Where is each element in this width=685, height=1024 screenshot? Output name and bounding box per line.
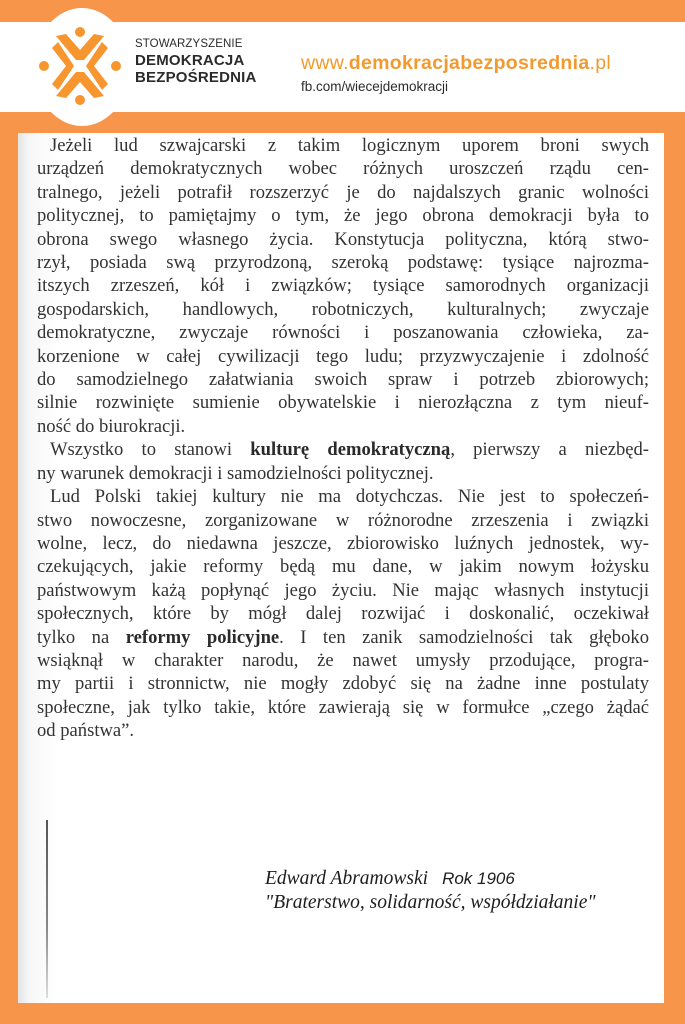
text-line: wolne, lecz, do niedawna jeszcze, zbiorowisko luźnych jednostek, wy-: [37, 532, 649, 554]
org-name-line3: BEZPOŚREDNIA: [135, 69, 257, 87]
facebook-link[interactable]: fb.com/wiecejdemokracji: [301, 79, 449, 94]
website-link[interactable]: [301, 52, 611, 75]
website-tld: .pl: [589, 52, 611, 74]
text-line: Jeżeli lud szwajcarski z takim logicznym uporem broni swych: [50, 135, 649, 156]
text-line: gospodarskich, handlowych, robotniczych, kulturalnych; zwyczaje: [37, 298, 649, 320]
bold-phrase-democratic-culture: kulturę demokratyczną: [250, 439, 451, 461]
book-title: "Braterstwo, solidarność, współdziałanie": [265, 892, 596, 913]
text-line: politycznej, to pamiętajmy o tym, że jego obrona demokracji była to: [37, 205, 649, 227]
website-prefix: www.: [301, 52, 349, 74]
paragraph-2: [37, 438, 649, 485]
logo-head-bottom: [75, 95, 85, 105]
text-line: społeczne, jak tylko takie, które zawierają się w formułce „czego żądać: [37, 696, 649, 718]
signature-block: [265, 867, 596, 915]
text-line: społecznych, które by mógł dalej rozwijać i doskonalić, oczekiwał: [37, 603, 649, 625]
text-line: my partii i stronnictw, nie mogły zdobyć się na żadne inne postulaty: [37, 673, 649, 695]
text-span: tylko na: [37, 626, 126, 648]
org-name-line2: DEMOKRACJA: [135, 51, 245, 69]
text-line: czekujących, jakie reformy będą mu dane, w jakim nowym łożysku: [37, 556, 649, 578]
text-line: stwo nowoczesne, zorganizowane w różnorodne zrzeszenia i związki: [37, 509, 649, 531]
text-line: [37, 438, 649, 461]
text-line: państwowym każą popłynąć jego życiu. Nie mając własnych instytucji: [37, 579, 649, 601]
paragraph-3: [37, 485, 649, 742]
text-span: Wszystko to stanowi: [50, 439, 251, 461]
logo-head-left: [39, 61, 49, 71]
text-line: korzenione w całej cywilizacji tego ludu; przyzwyczajenie i zdolność: [37, 345, 649, 367]
bold-phrase-police-reforms: reformy policyjne: [125, 626, 280, 648]
text-line: silnie rozwinięte sumienie obywatelskie i nierozłączna z tym nieuf-: [37, 392, 649, 414]
text-line: Lud Polski takiej kultury nie ma dotychczas. Nie jest to społeczeń-: [50, 486, 649, 508]
text-line: tralnego, jeżeli potrafił rozszerzyć je do najdalszych granic wolności: [37, 181, 649, 203]
text-line: ny warunek demokracji i samodzielności politycznej.: [37, 462, 434, 484]
quote-text: [37, 134, 649, 743]
text-line: rzył, posiada swą przyrodzoną, szeroką podstawę: tysiące najrozma-: [37, 252, 649, 274]
text-line: demokratyczne, zwyczaje równości i poszanowania człowieka, za-: [37, 322, 649, 344]
author-line: [265, 867, 596, 891]
text-line: itszych zrzeszeń, kół i związków; tysiące samorodnych organizacji: [37, 275, 649, 297]
text-line: ność do biurokracji.: [37, 415, 186, 437]
text-line: urządzeń demokratycznych wobec różnych uroszczeń rządu cen-: [37, 158, 649, 180]
paragraph-1: [37, 134, 649, 438]
author-name: Edward Abramowski: [265, 868, 429, 889]
text-span: . I ten zanik samodzielności tak głęboko: [279, 626, 649, 648]
text-line: od państwa”.: [37, 720, 135, 742]
text-line: [37, 626, 649, 649]
text-line: do samodzielnego załatwiania swoich spraw i potrzeb zbiorowych;: [37, 369, 649, 391]
text-line: wsiąknął w charakter narodu, że nawet umysły przodujące, progra-: [37, 649, 649, 671]
publication-year: Rok 1906: [442, 869, 515, 888]
page-fold-line: [46, 820, 48, 998]
text-span: , pierwszy a niezbęd-: [450, 439, 649, 461]
org-name-line1: STOWARZYSZENIE: [135, 38, 243, 50]
people-circle-logo-icon: [38, 26, 122, 106]
logo-head-top: [75, 27, 85, 37]
website-domain: demokracjabezposrednia: [348, 52, 590, 74]
organization-name: [135, 38, 257, 87]
logo-head-right: [111, 61, 121, 71]
text-line: obrona swego własnego życia. Konstytucja polityczna, którą stwo-: [37, 228, 649, 250]
